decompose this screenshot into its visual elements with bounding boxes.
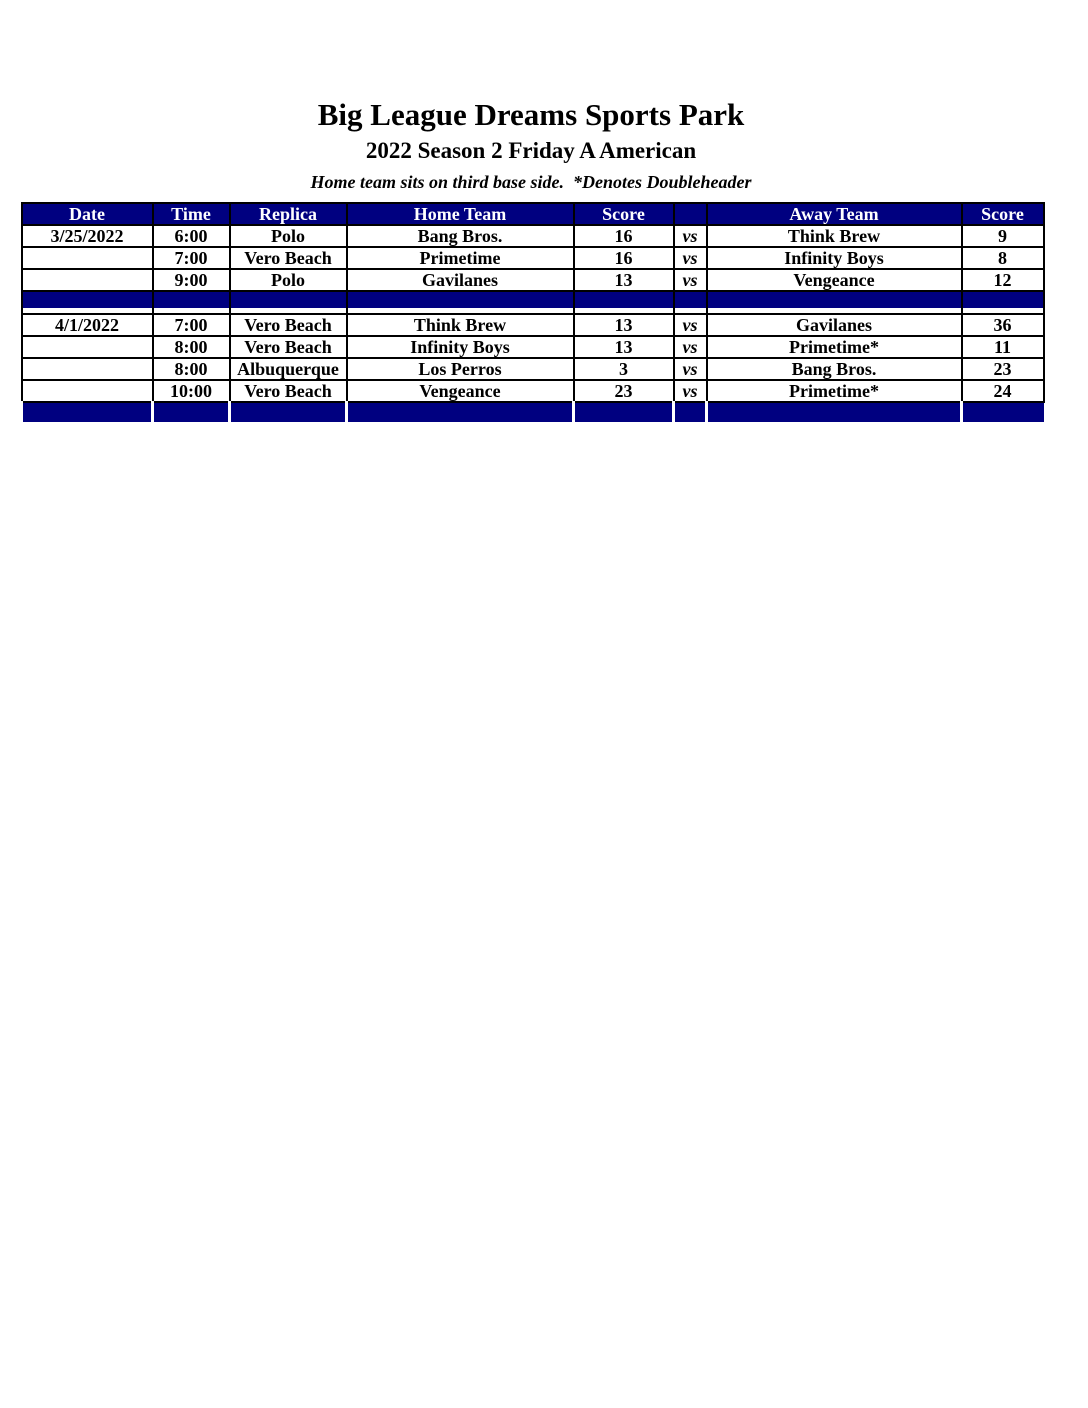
date-cell [22,247,153,269]
column-header-replica: Replica [230,203,347,225]
page-subtitle: 2022 Season 2 Friday A American [365,137,697,163]
away-team-cell: Infinity Boys [707,247,962,269]
vs-cell: vs [674,314,707,336]
replica-cell: Vero Beach [230,314,347,336]
away-score-cell: 8 [962,247,1044,269]
column-header-home-score: Score [574,203,674,225]
home-team-cell: Gavilanes [347,269,574,291]
home-team-cell: Bang Bros. [347,225,574,247]
replica-cell: Vero Beach [230,336,347,358]
home-team-cell: Vengeance [347,380,574,402]
header-row [22,203,1044,225]
document-header [20,0,1042,193]
home-team-cell: Infinity Boys [347,336,574,358]
vs-cell: vs [674,225,707,247]
separator-row [22,291,1044,314]
replica-cell: Vero Beach [230,380,347,402]
time-cell: 10:00 [153,380,230,402]
away-team-cell: Bang Bros. [707,358,962,380]
game-row [22,358,1044,380]
date-cell [22,269,153,291]
away-team-cell: Vengeance [707,269,962,291]
time-cell: 6:00 [153,225,230,247]
separator-row-bottom [22,402,1044,422]
replica-cell: Albuquerque [230,358,347,380]
away-team-cell: Primetime* [707,380,962,402]
home-score-cell: 13 [574,314,674,336]
game-row [22,314,1044,336]
page-title: Big League Dreams Sports Park [317,97,745,132]
game-row [22,225,1044,247]
replica-cell: Polo [230,225,347,247]
column-header-away-score: Score [962,203,1044,225]
home-score-cell: 3 [574,358,674,380]
date-cell [22,380,153,402]
home-score-cell: 13 [574,336,674,358]
away-score-cell: 23 [962,358,1044,380]
vs-cell: vs [674,247,707,269]
away-team-cell: Think Brew [707,225,962,247]
replica-cell: Polo [230,269,347,291]
away-score-cell: 11 [962,336,1044,358]
column-header-date: Date [22,203,153,225]
replica-cell: Vero Beach [230,247,347,269]
game-row [22,336,1044,358]
date-cell: 4/1/2022 [22,314,153,336]
time-cell: 8:00 [153,336,230,358]
game-row [22,269,1044,291]
schedule-table [20,202,1045,422]
away-team-cell: Gavilanes [707,314,962,336]
vs-cell: vs [674,358,707,380]
away-score-cell: 24 [962,380,1044,402]
date-cell [22,358,153,380]
home-score-cell: 23 [574,380,674,402]
column-header-away-team: Away Team [707,203,962,225]
game-row [22,247,1044,269]
away-team-cell: Primetime* [707,336,962,358]
home-team-cell: Primetime [347,247,574,269]
column-header-time: Time [153,203,230,225]
away-score-cell: 9 [962,225,1044,247]
away-score-cell: 12 [962,269,1044,291]
column-header-home-team: Home Team [347,203,574,225]
away-score-cell: 36 [962,314,1044,336]
vs-cell: vs [674,269,707,291]
column-header-vs [674,203,707,225]
home-team-note: Home team sits on third base side. *Denotes Doubleheader [310,171,752,192]
time-cell: 8:00 [153,358,230,380]
time-cell: 7:00 [153,247,230,269]
time-cell: 9:00 [153,269,230,291]
home-score-cell: 13 [574,269,674,291]
home-score-cell: 16 [574,225,674,247]
date-cell: 3/25/2022 [22,225,153,247]
home-team-cell: Think Brew [347,314,574,336]
date-cell [22,336,153,358]
game-row [22,380,1044,402]
home-team-cell: Los Perros [347,358,574,380]
home-score-cell: 16 [574,247,674,269]
vs-cell: vs [674,380,707,402]
vs-cell: vs [674,336,707,358]
time-cell: 7:00 [153,314,230,336]
